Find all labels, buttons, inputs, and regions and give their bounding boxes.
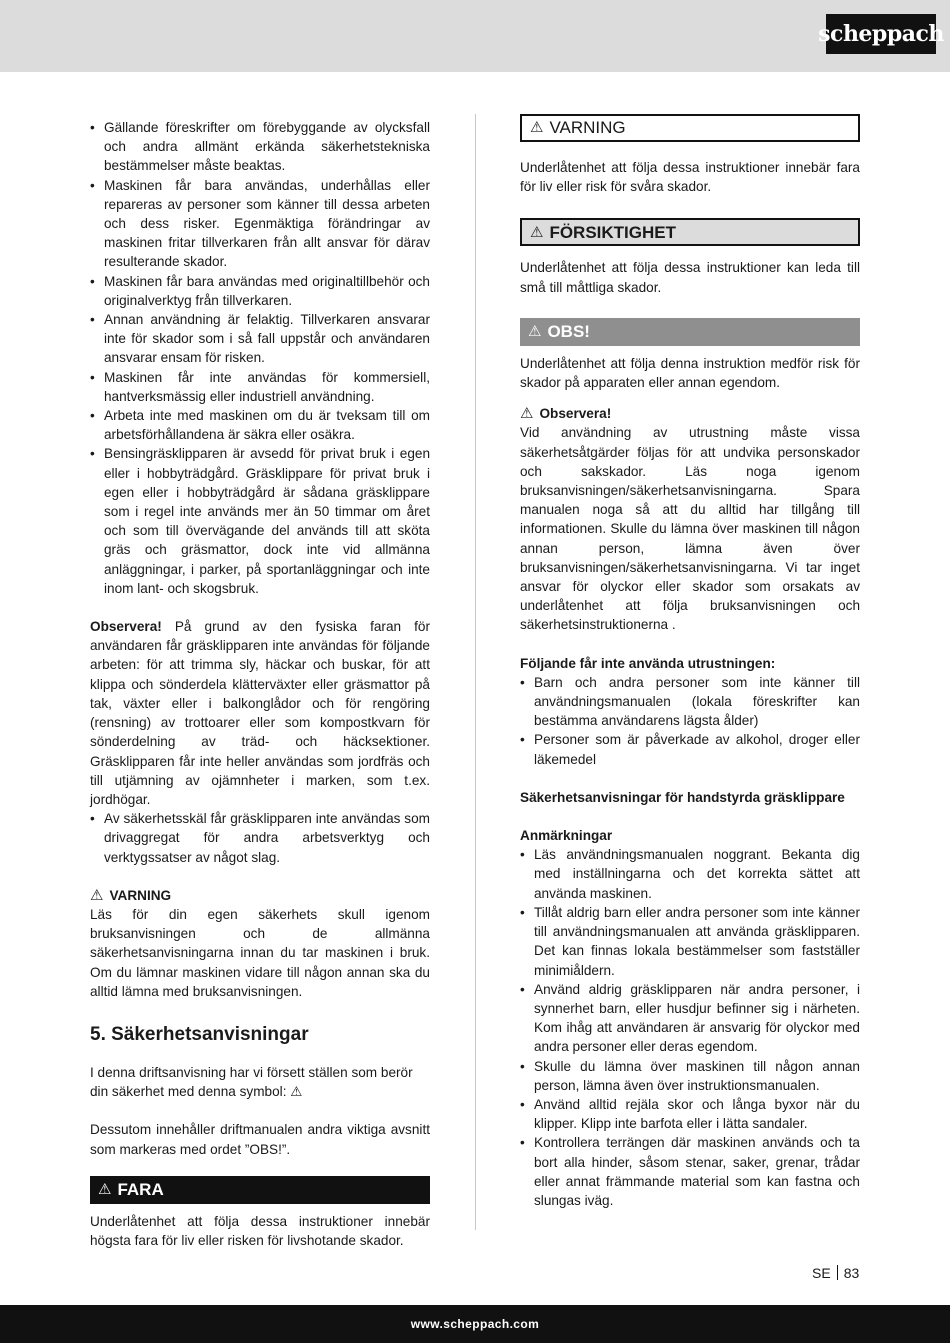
- warning-heading: ⚠ VARNING: [90, 886, 172, 904]
- drive-unit-bullet-list: [90, 809, 430, 867]
- footer-url-link[interactable]: www.scheppach.com: [410, 1317, 540, 1331]
- list-item: • Skulle du lämna över maskinen till någon annan person, lämna även över instruktionsmanualen.: [520, 1057, 860, 1095]
- page-number: [812, 1265, 859, 1281]
- list-item: • Använd alltid rejäla skor och långa byxor när du klipper. Klipp inte barfota eller i lätta sandaler.: [520, 1095, 860, 1133]
- list-item: • Maskinen får bara användas, underhållas eller repareras av personer som känner till dessa arbeten och dess risker. Egenmäktiga förändringar av maskinen fritar tillverkaren från allt ansvar för därav resulterande skador.: [90, 176, 430, 272]
- list-item: • Använd aldrig gräsklipparen när andra personer, i synnerhet barn, eller husdjur befinner sig i närheten. Kom ihåg att användaren är ansvarig för olyckor med andra personer eller deras egendom.: [520, 980, 860, 1057]
- warning-triangle-icon: ⚠: [520, 405, 534, 423]
- warning-paragraph: Läs för din egen säkerhets skull igenom bruksanvisningen och de allmänna säkerhetsanvisningarna innan du tar maskinen i bruk. Om du lämnar maskinen vidare till någon annan ska du alltid lämna med bruksanvisningen.: [90, 906, 430, 999]
- not-use-heading: Följande får inte använda utrustningen:: [520, 655, 776, 671]
- warning-box: ⚠ VARNING: [520, 114, 860, 142]
- column-divider: [475, 114, 476, 1230]
- symbol-paragraph: I denna driftsanvisning har vi försett ställen som berör din säkerhet med denna symbol: ⚠: [90, 1064, 413, 1100]
- not-use-list: [520, 673, 860, 769]
- caution-paragraph: Underlåtenhet att följa dessa instruktioner kan leda till små till måttliga skador.: [520, 260, 860, 295]
- warning-triangle-icon: ⚠: [528, 323, 542, 341]
- obs-paragraph: Dessutom innehåller driftmanualen andra viktiga avsnitt som markeras med ordet ”OBS!”.: [90, 1122, 430, 1157]
- page-number-value: 83: [843, 1265, 860, 1281]
- notes-list: [520, 845, 860, 1210]
- observe-label: Observera!: [90, 619, 162, 635]
- notes-heading: Anmärkningar: [520, 828, 613, 844]
- list-item: • Barn och andra personer som inte känner till användningsmanualen (lokala föreskrifter kan bestämma användarens lägsta ålder): [520, 673, 860, 731]
- observe-paragraph: Vid användning av utrustning måste vissa säkerhetsåtgärder följas för att undvika personskador och sakskador. Läs noga igenom bruksanvisningen/säkerhetsanvisningarna. Spara manualen noga så att du alltid har tillgång till informationen. Skulle du lämna över maskinen till någon annan person, lämna även över bruksanvisningen/säkerhetsanvisningarna. Vi tar inget ansvar för olyckor eller skador som orsakats av underlåtenhet att följa bruksanvisningen och säkerhetsinstruktionerna .: [520, 425, 860, 633]
- observe-paragraph: [90, 617, 430, 809]
- list-item: • Av säkerhetsskäl får gräsklipparen inte användas som drivaggregat för andra arbetsverktyg och verktygssatser av något slag.: [90, 809, 430, 867]
- list-item: • Kontrollera terrängen där maskinen används och ta bort alla hinder, såsom stenar, saker, grenar, trådar eller annat främmande material som kan fastna och slungas iväg.: [520, 1133, 860, 1210]
- observe-heading: ⚠ Observera!: [520, 405, 612, 423]
- header-bar: [0, 0, 950, 72]
- language-code: SE: [812, 1265, 831, 1281]
- footer-bar: [0, 1305, 950, 1343]
- list-item: • Annan användning är felaktig. Tillverkaren ansvarar inte för skador som i så fall uppstår och användaren ansvarar ensam för risken.: [90, 310, 430, 368]
- list-item: • Arbeta inte med maskinen om du är tveksam till om arbetsförhållandena är säkra eller osäkra.: [90, 406, 430, 444]
- list-item: • Maskinen får bara användas med originaltillbehör och originalverktyg från tillverkaren.: [90, 272, 430, 310]
- warning-triangle-icon: ⚠: [530, 119, 544, 137]
- warning-paragraph: Underlåtenhet att följa dessa instruktioner innebär fara för liv eller risk för svåra skador.: [520, 160, 860, 195]
- page-number-separator: [837, 1265, 838, 1280]
- caution-box: ⚠ FÖRSIKTIGHET: [520, 218, 860, 246]
- notice-box: ⚠ OBS!: [520, 318, 860, 346]
- section-heading: 5. Säkerhetsanvisningar: [90, 1023, 309, 1045]
- danger-paragraph: Underlåtenhet att följa dessa instruktioner innebär högsta fara för liv eller risken för livshotande skador.: [90, 1213, 430, 1248]
- list-item: • Tillåt aldrig barn eller andra personer som inte känner till användningsmanualen att använda gräsklipparen. Det kan finnas lokala bestämmelser som fastställer minimiåldern.: [520, 903, 860, 980]
- notice-paragraph: Underlåtenhet att följa denna instruktion medför risk för skador på apparaten eller annan egendom.: [520, 355, 860, 391]
- intro-bullet-list: [90, 118, 430, 598]
- scheppach-logo: scheppach: [826, 14, 936, 54]
- list-item: • Maskinen får inte användas för kommersiell, hantverksmässig eller industriell användning.: [90, 368, 430, 406]
- list-item: • Gällande föreskrifter om förebyggande av olycksfall och andra allmänt erkända säkerhetstekniska bestämmelser måste beaktas.: [90, 118, 430, 176]
- warning-triangle-icon: ⚠: [98, 1181, 112, 1199]
- danger-box: ⚠ FARA: [90, 1176, 430, 1204]
- list-item: • Personer som är påverkade av alkohol, droger eller läkemedel: [520, 730, 860, 768]
- warning-triangle-icon: ⚠: [530, 223, 544, 241]
- list-item: • Bensingräsklipparen är avsedd för privat bruk i egen eller i hobbyträdgård. Gräsklippare för privat bruk i egen eller i hobbyträdgård är sådana gräsklippare som i regel inte används mer än 50 timmar om året och som till övervägande del används till att sköta gräs och gräsmattor, dock inte vid allmänna anläggningar, i parker, på sportanläggningar och inte inom lant- och skogsbruk.: [90, 444, 430, 598]
- hand-mower-heading: Säkerhetsanvisningar för handstyrda gräsklippare: [520, 789, 845, 805]
- observe-text: På grund av den fysiska faran för användaren får gräsklipparen inte användas för följande arbeten: för att trimma sly, häckar och buskar, för att klippa och sönderdela klätterväxter eller gräsmattor på tak, växter eller i balkonglådor och för rengöring (rensning) av trottoarer eller som kompostkvarn för sönderdelning av träd- och häcksektioner. Gräsklipparen får inte heller användas som jordfräs och till utjämning av ojämnheter i marken, som t.ex. jordhögar.: [90, 619, 430, 807]
- warning-triangle-icon: ⚠: [90, 886, 104, 904]
- list-item: • Läs användningsmanualen noggrant. Bekanta dig med inställningarna och det korrekta sättet att använda maskinen.: [520, 845, 860, 903]
- right-column: [520, 114, 860, 1210]
- left-column: [90, 118, 430, 1250]
